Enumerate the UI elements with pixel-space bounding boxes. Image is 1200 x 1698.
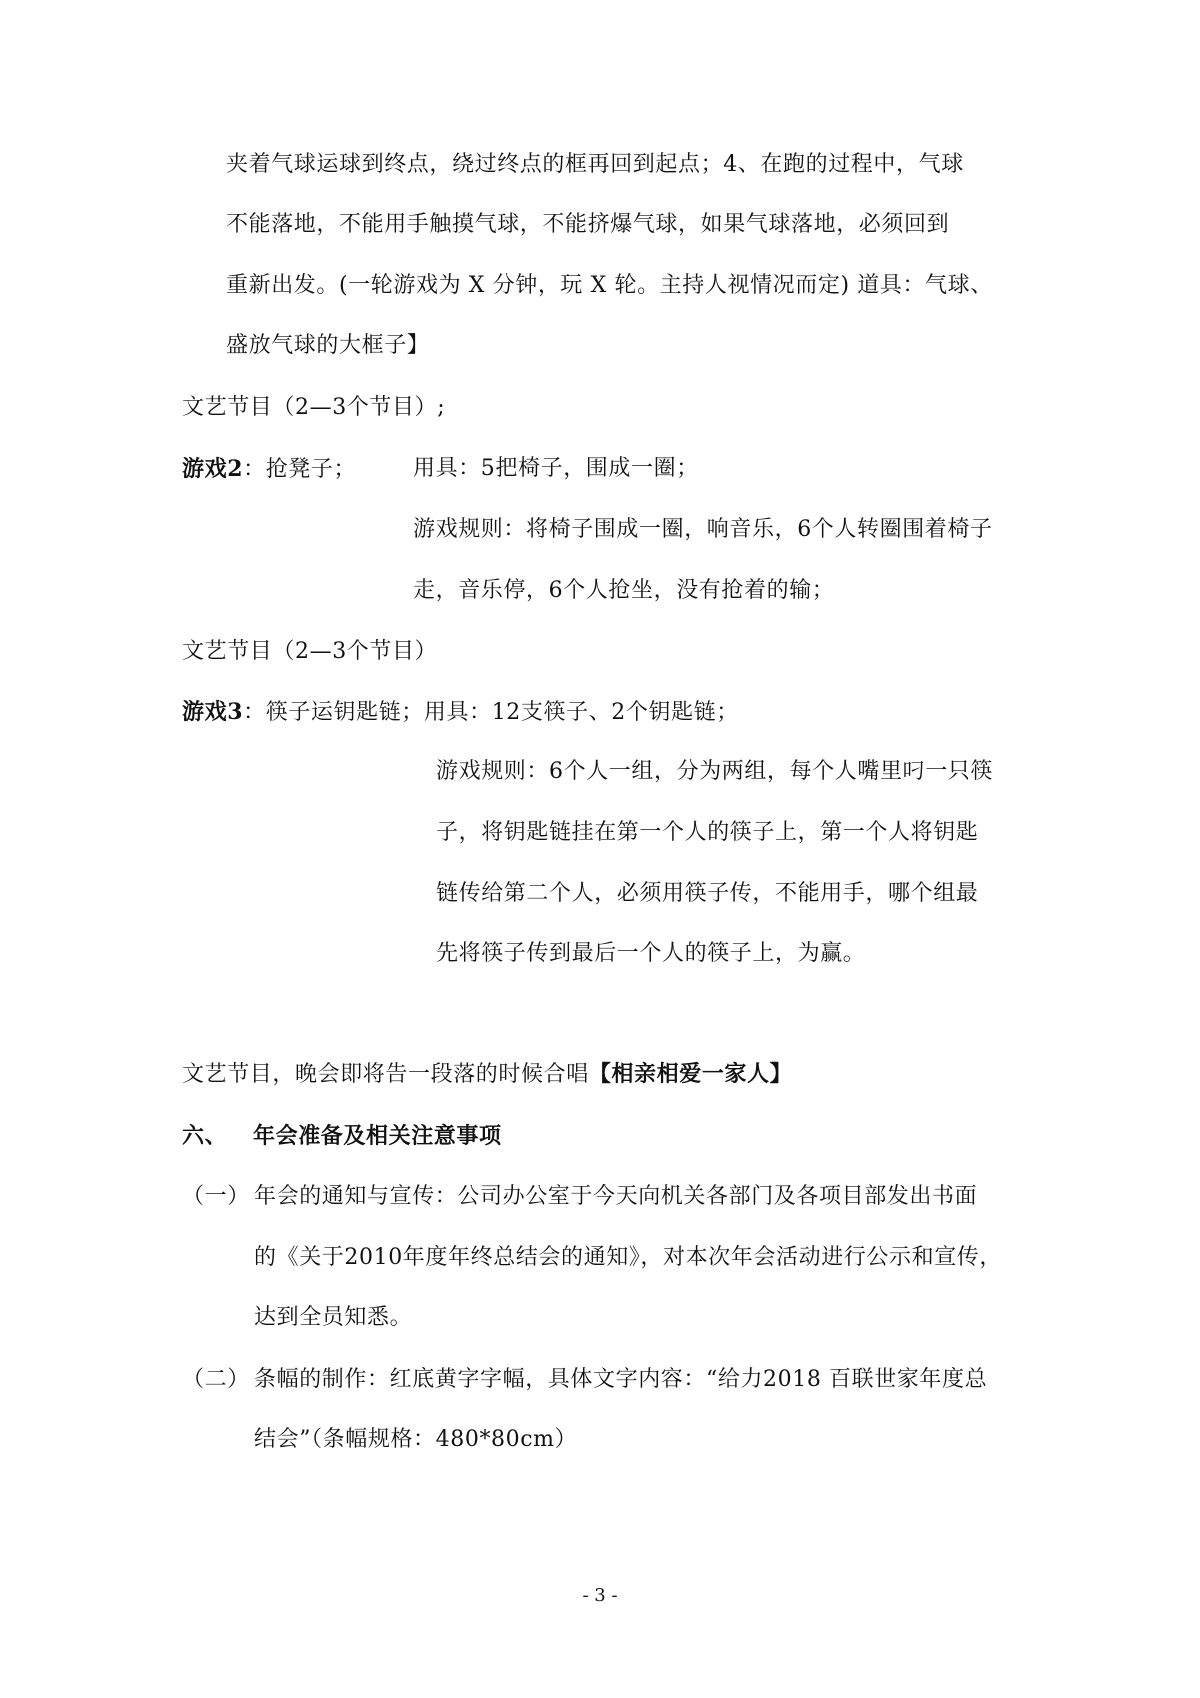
game3-rules-line-3: 链传给第二个人，必须用筷子传，不能用手，哪个组最: [436, 881, 979, 906]
program-3-song: 【相亲相爱一家人】: [588, 1061, 793, 1087]
page-number: - 3 -: [582, 1585, 618, 1606]
game2-label: 游戏2: [182, 456, 244, 482]
game2-heading: [182, 454, 356, 485]
section-6-number: 六、: [182, 1123, 228, 1149]
item-2-line-1: 条幅的制作：红底黄字字幅，具体文字内容：“给力2018 百联世家年度总: [254, 1367, 988, 1392]
item-2-label: （二）: [182, 1367, 250, 1392]
program-3-text: 文艺节目，晚会即将告一段落的时候合唱: [182, 1062, 589, 1087]
game1-rules-line-3: 重新出发。(一轮游戏为 X 分钟，玩 X 轮。主持人视情况而定) 道具：气球、: [226, 273, 993, 298]
game2-tools: 用具：5把椅子，围成一圈；: [413, 456, 699, 481]
game3-rules-line-4: 先将筷子传到最后一个人的筷子上，为赢。: [436, 941, 866, 966]
item-1-line-3: 达到全员知悉。: [254, 1305, 413, 1330]
game1-rules-line-1: 夹着气球运球到终点，绕过终点的框再回到起点；4、在跑的过程中，气球: [226, 152, 964, 177]
game3-name-tools: ：筷子运钥匙链；用具：12支筷子、2个钥匙链；: [243, 700, 739, 725]
section-6-title: 年会准备及相关注意事项: [253, 1123, 502, 1149]
item-1-line-1: 年会的通知与宣传：公司办公室于今天向机关各部门及各项目部发出书面: [254, 1184, 978, 1209]
game1-rules-line-2: 不能落地，不能用手触摸气球，不能挤爆气球，如果气球落地，必须回到: [226, 212, 950, 237]
item-1-label: （一）: [182, 1184, 250, 1209]
game3-rules-line-2: 子，将钥匙链挂在第一个人的筷子上，第一个人将钥匙: [436, 820, 979, 845]
game3-heading: [182, 697, 739, 728]
game2-rules-line-1: 游戏规则：将椅子围成一圈，响音乐，6个人转圈围着椅子: [413, 517, 993, 542]
game3-label: 游戏3: [182, 699, 244, 725]
program-3: [182, 1059, 792, 1090]
game2-name: ：抢凳子；: [243, 457, 357, 482]
item-2-line-2: 结会”（条幅规格：480*80cm）: [254, 1427, 578, 1452]
program-1: 文艺节目（2—3个节目）;: [182, 395, 446, 420]
game2-rules-line-2: 走，音乐停，6个人抢坐，没有抢着的输；: [413, 578, 835, 603]
item-1-line-2: 的《关于2010年度年终总结会的通知》，对本次年会活动进行公示和宣传，: [254, 1245, 1002, 1270]
game1-rules-line-4: 盛放气球的大框子】: [226, 333, 430, 358]
program-2: 文艺节目（2—3个节目）: [182, 639, 438, 664]
game3-rules-line-1: 游戏规则：6个人一组，分为两组，每个人嘴里叼一只筷: [436, 759, 993, 784]
